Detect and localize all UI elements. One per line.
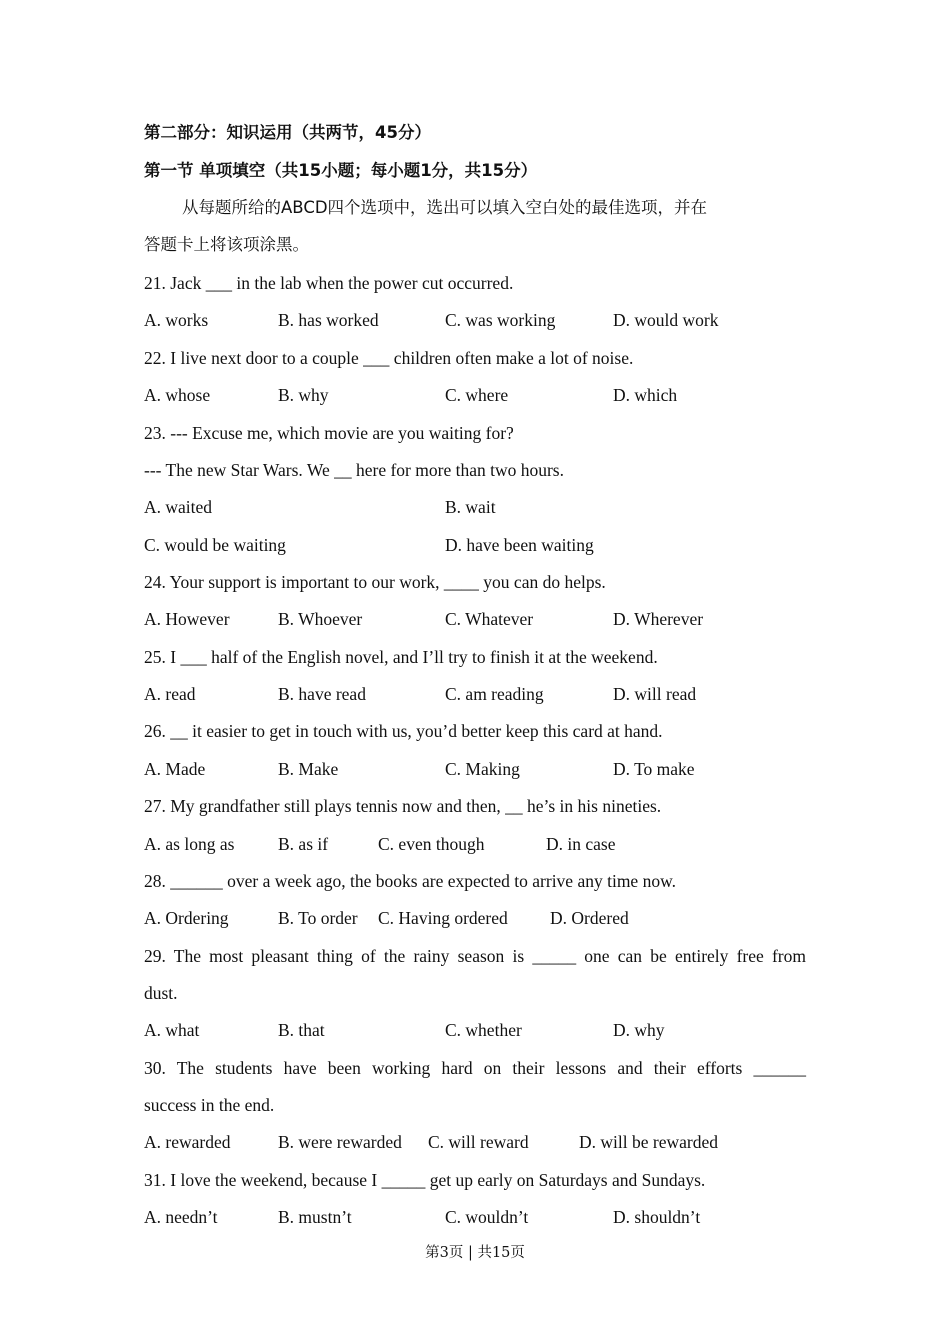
section-title: 第一节 单项填空（共15小题；每小题1分，共15分）	[144, 161, 538, 180]
instruction-line-2: 答题卡上将该项涂黑。	[144, 235, 309, 254]
question-25-stem: 25. I ___ half of the English novel, and I’ll try to finish it at the weekend.	[144, 647, 658, 667]
option-c: C. Whatever	[445, 609, 534, 629]
option-c: C. will reward	[428, 1132, 529, 1152]
option-a: A. what	[144, 1020, 200, 1040]
option-b: B. has worked	[278, 310, 379, 330]
option-a: A. waited	[144, 497, 213, 517]
option-b: B. wait	[445, 497, 496, 517]
question-30-stem: 30. The students have been working hard on their lessons and their efforts ______	[144, 1058, 806, 1078]
question-22-stem: 22. I live next door to a couple ___ children often make a lot of noise.	[144, 348, 634, 368]
question-29-stem: 29. The most pleasant thing of the rainy season is _____ one can be entirely free from	[144, 946, 806, 966]
option-a: A. read	[144, 684, 196, 704]
option-a: A. rewarded	[144, 1132, 231, 1152]
question-29-stem-continued: dust.	[144, 983, 178, 1003]
option-c: C. where	[445, 385, 509, 405]
option-d: D. shouldn’t	[613, 1207, 701, 1227]
option-d: D. Ordered	[550, 908, 629, 928]
question-31-stem: 31. I love the weekend, because I _____ get up early on Saturdays and Sundays.	[144, 1170, 706, 1190]
option-c: C. am reading	[445, 684, 544, 704]
option-d: D. would work	[613, 310, 719, 330]
option-c: C. was working	[445, 310, 556, 330]
question-23-stem: 23. --- Excuse me, which movie are you waiting for?	[144, 423, 514, 443]
option-d: D. have been waiting	[445, 535, 594, 555]
option-c: C. Having ordered	[378, 908, 508, 928]
option-a: A. Ordering	[144, 908, 229, 928]
option-c: C. would be waiting	[144, 535, 286, 555]
option-c: C. whether	[445, 1020, 522, 1040]
option-a: A. works	[144, 310, 209, 330]
part-title: 第二部分：知识运用（共两节，45分）	[144, 123, 431, 142]
option-b: B. To order	[278, 908, 358, 928]
option-b: B. Make	[278, 759, 339, 779]
question-24-stem: 24. Your support is important to our work, ____ you can do helps.	[144, 572, 606, 592]
question-21-stem: 21. Jack ___ in the lab when the power cut occurred.	[144, 273, 514, 293]
option-a: A. whose	[144, 385, 211, 405]
question-23-stem-continued: --- The new Star Wars. We __ here for more than two hours.	[144, 460, 564, 480]
option-b: B. why	[278, 385, 329, 405]
option-d: D. To make	[613, 759, 695, 779]
question-30-stem-continued: success in the end.	[144, 1095, 275, 1115]
option-c: C. even though	[378, 834, 485, 854]
option-d: D. Wherever	[613, 609, 704, 629]
page-footer: 第3页 | 共15页	[425, 1245, 525, 1261]
option-d: D. in case	[546, 834, 616, 854]
option-d: D. will read	[613, 684, 697, 704]
option-a: A. as long as	[144, 834, 235, 854]
option-d: D. which	[613, 385, 678, 405]
instruction-line-1: 从每题所给的ABCD四个选项中，选出可以填入空白处的最佳选项，并在	[182, 198, 708, 217]
option-b: B. as if	[278, 834, 329, 854]
option-b: B. have read	[278, 684, 366, 704]
option-a: A. needn’t	[144, 1207, 218, 1227]
question-28-stem: 28. ______ over a week ago, the books are expected to arrive any time now.	[144, 871, 676, 891]
option-a: A. However	[144, 609, 230, 629]
option-c: C. Making	[445, 759, 520, 779]
option-b: B. were rewarded	[278, 1132, 402, 1152]
option-d: D. will be rewarded	[579, 1132, 718, 1152]
option-b: B. that	[278, 1020, 325, 1040]
option-c: C. wouldn’t	[445, 1207, 529, 1227]
question-26-stem: 26. __ it easier to get in touch with us, you’d better keep this card at hand.	[144, 721, 663, 741]
option-b: B. Whoever	[278, 609, 363, 629]
option-d: D. why	[613, 1020, 665, 1040]
option-a: A. Made	[144, 759, 206, 779]
option-b: B. mustn’t	[278, 1207, 352, 1227]
question-27-stem: 27. My grandfather still plays tennis now and then, __ he’s in his nineties.	[144, 796, 662, 816]
